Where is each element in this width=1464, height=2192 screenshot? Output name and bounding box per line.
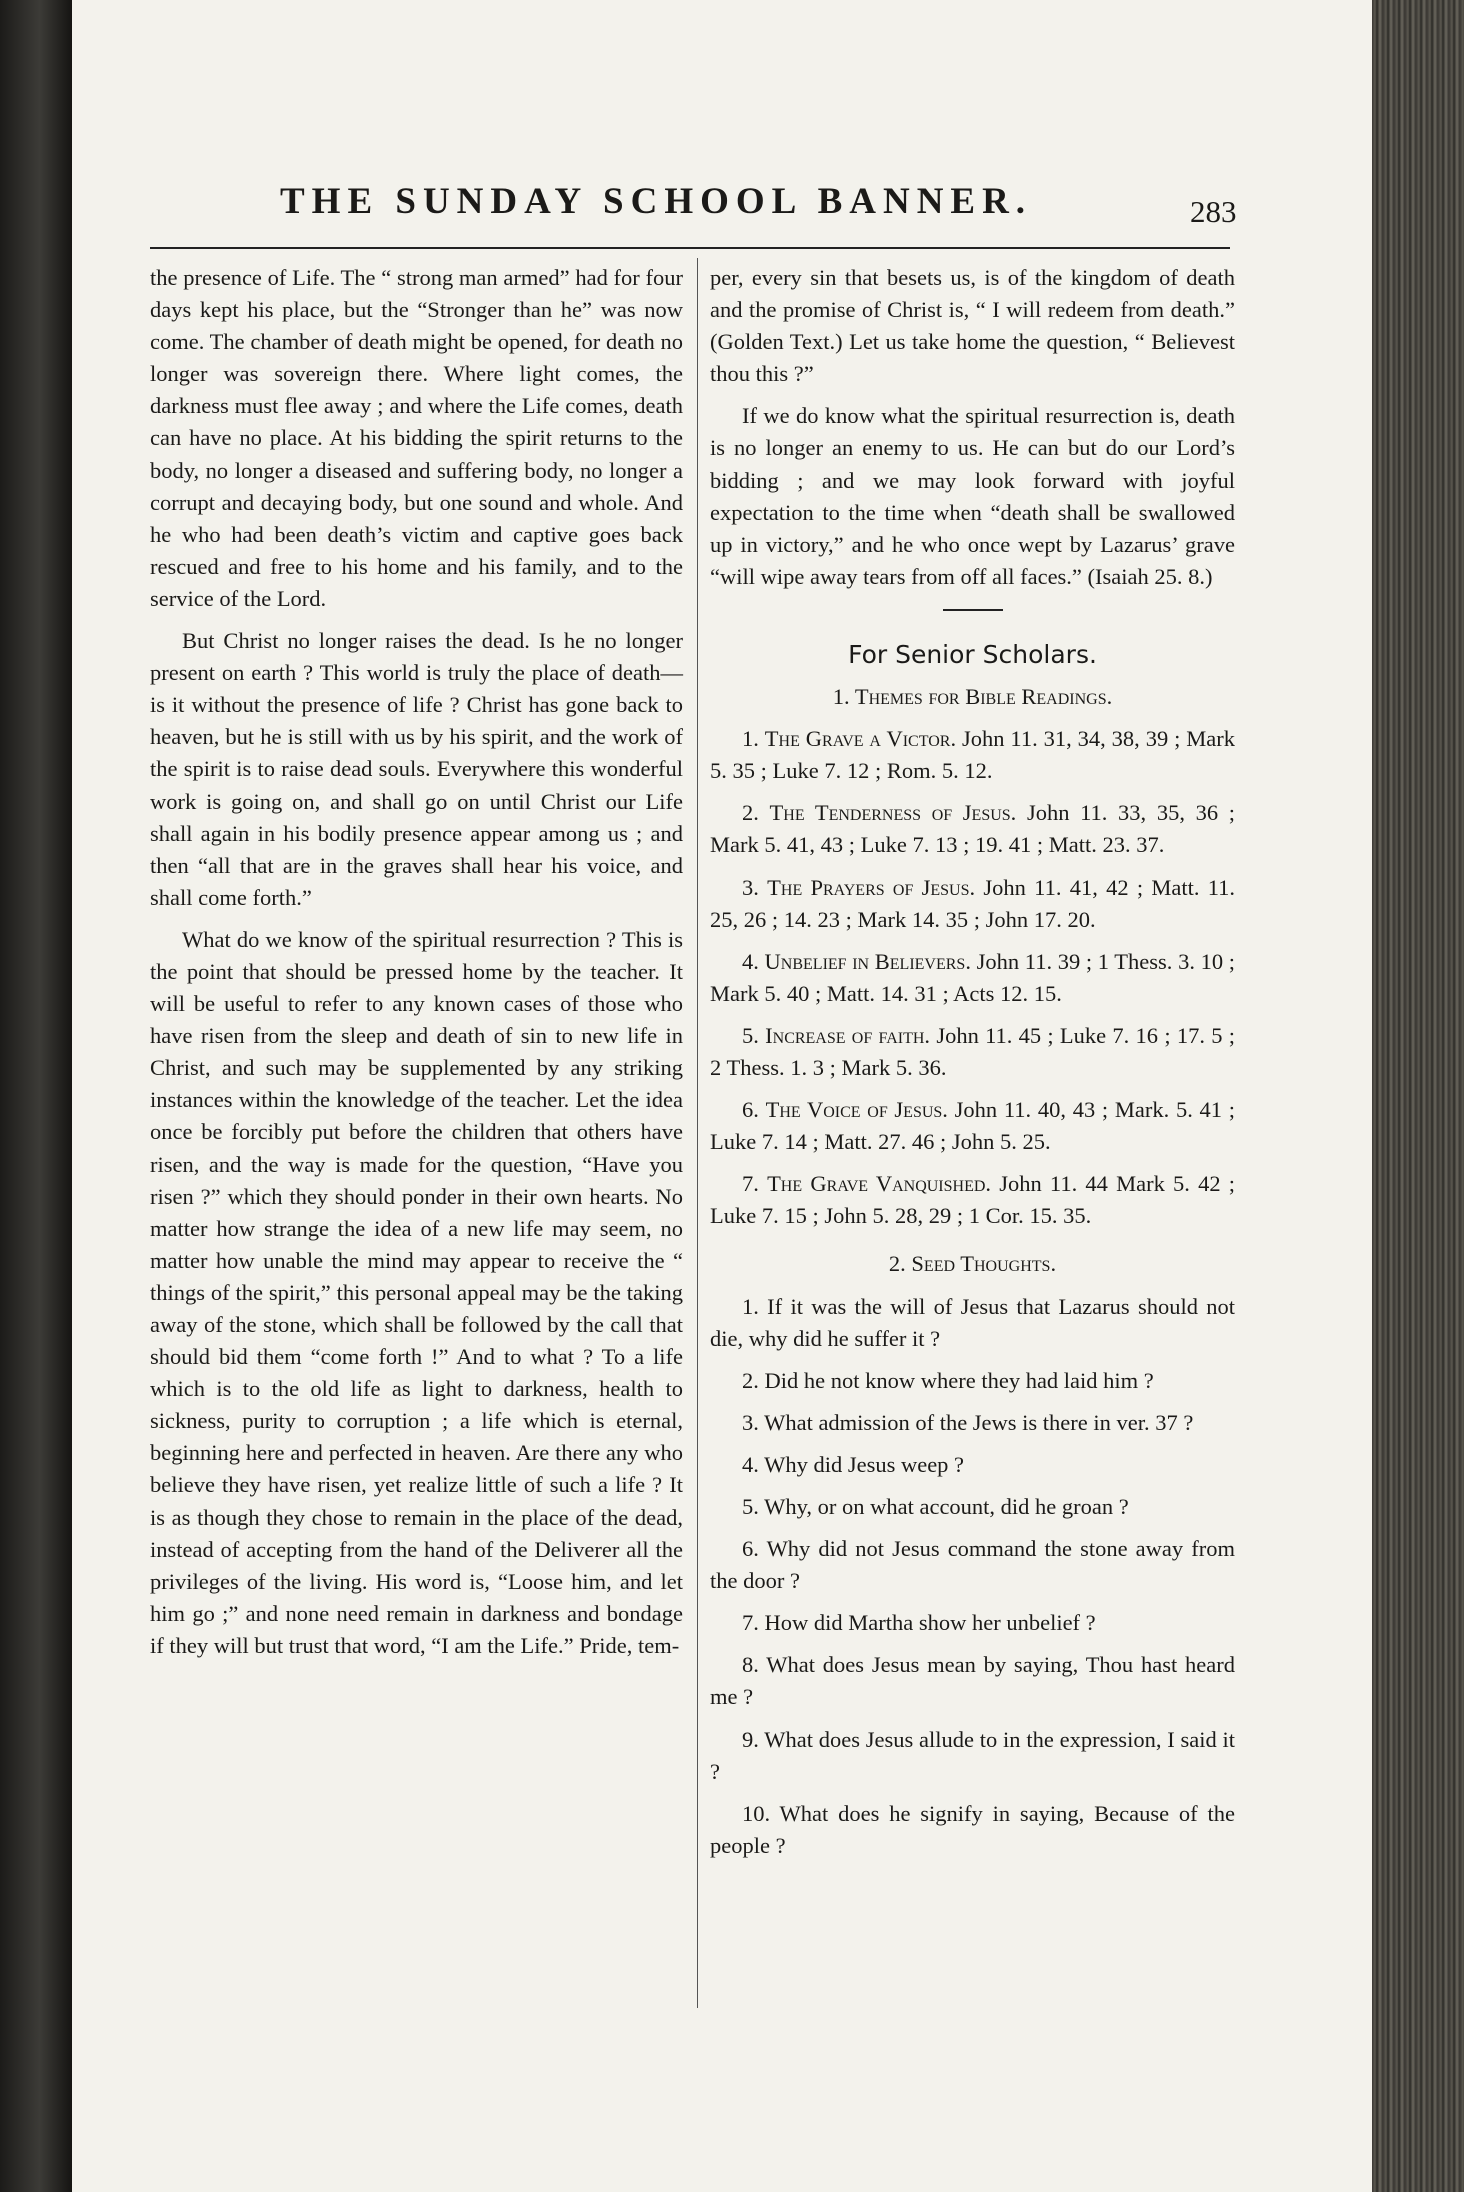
theme-title: The Grave a Victor.	[764, 726, 957, 752]
thought-item: 5. Why, or on what account, did he groan ?	[742, 1494, 1129, 1519]
thought-item: 9. What does Jesus allude to in the expression, I said it ?	[710, 1726, 1235, 1784]
book-edge-right	[1372, 0, 1464, 2192]
theme-title: The Voice of Jesus.	[765, 1097, 948, 1123]
section-title: For Senior Scholars.	[848, 639, 1097, 669]
header-rule	[150, 247, 1230, 249]
theme-item: 5. Increase of faith. John 11. 45 ; Luke 7. 16 ; 17. 5 ; 2 Thess. 1. 3 ; Mark 5. 36.	[710, 1022, 1235, 1080]
paragraph: But Christ no longer raises the dead. Is he no longer present on earth ? This world is truly the place of death—is it without the presence of life ? Christ has gone back to heaven, but he is still with us by his spirit, and the work of the spirit is to raise dead souls. Everywhere this wonderful work is going on, and shall go on until Christ our Life shall again in his bodily presence appear among us ; and then “all that are in the graves shall hear his voice, and shall come forth.”	[150, 628, 683, 910]
thoughts-title: 2. Seed Thoughts.	[888, 1251, 1057, 1277]
theme-title: The Grave Vanquished.	[767, 1171, 992, 1197]
left-column	[150, 262, 683, 1672]
paragraph: If we do know what the spiritual resurrection is, death is no longer an enemy to us. He can but do our Lord’s bidding ; and we may look forward with joyful expectation to the time when “death shall be swallowed up in victory,” and he who once wept by Lazarus’ grave “will wipe away tears from off all faces.” (Isaiah 25. 8.)	[710, 403, 1235, 589]
theme-title: Increase of faith.	[765, 1022, 931, 1048]
thought-item: 4. Why did Jesus weep ?	[742, 1451, 965, 1477]
theme-item: 7. The Grave Vanquished. John 11. 44 Mark 5. 42 ; Luke 7. 15 ; John 5. 28, 29 ; 1 Cor. 15. 35.	[710, 1171, 1235, 1229]
paragraph: What do we know of the spiritual resurrection ? This is the point that should be pressed home by the teacher. It will be useful to refer to any known cases of those who have risen from the sleep and death of sin to new life in Christ, and such may be supplemented by any striking instances within the knowledge of the teacher. Let the idea once be forcibly put before the children that others have risen, and the way is made for the question, “Have you risen ?” which they should ponder in their own hearts. No matter how strange the idea of a new life may seem, no matter how unable the mind may appear to receive the “ things of the spirit,” this personal appeal may be the taking away of the stone, which shall be followed by the call that should bid them “come forth !” And to what ? To a life which is to the old life as light to darkness, health to sickness, purity to corruption ; a life which is eternal, beginning here and perfected in heaven. Are there any who believe they have risen, yet realize little of such a life ? It is as though they chose to remain in the place of the dead, instead of accepting from the hand of the Deliverer all the privileges of the living. His word is, “Loose him, and let him go ;” and none need remain in darkness and bondage if they will but trust that word, “I am the Life.” Pride, tem-	[150, 926, 683, 1658]
book-spine-left	[0, 0, 72, 2192]
thought-item: 8. What does Jesus mean by saying, Thou hast heard me ?	[710, 1652, 1235, 1710]
theme-title: Unbelief in Believers.	[764, 948, 971, 974]
thought-item: 3. What admission of the Jews is there in ver. 37 ?	[742, 1409, 1194, 1435]
theme-refs: John 11. 31, 34, 38, 39 ; Mark 5. 35 ; Luke 7. 12 ; Rom. 5. 12.	[710, 726, 1236, 784]
section-rule	[943, 609, 1003, 611]
page-number: 283	[1190, 194, 1237, 229]
thought-item: 7. How did Martha show her unbelief ?	[742, 1610, 1096, 1636]
right-column	[710, 262, 1235, 1872]
thought-item: 6. Why did not Jesus command the stone away from the door ?	[710, 1536, 1235, 1594]
running-head: THE SUNDAY SCHOOL BANNER.	[280, 181, 1033, 222]
thought-item: 10. What does he signify in saying, Because of the people ?	[710, 1800, 1235, 1858]
theme-item: 2. The Tenderness of Jesus. John 11. 33, 35, 36 ; Mark 5. 41, 43 ; Luke 7. 13 ; 19. 41 ; Matt. 23. 37.	[710, 800, 1236, 858]
theme-refs: John 11. 45 ; Luke 7. 16 ; 17. 5 ; 2 Thess. 1. 3 ; Mark 5. 36.	[710, 1022, 1235, 1080]
column-divider	[697, 258, 698, 2008]
thought-item: 1. If it was the will of Jesus that Lazarus should not die, why did he suffer it ?	[710, 1293, 1235, 1351]
theme-title: The Prayers of Jesus.	[767, 874, 976, 900]
theme-item: 3. The Prayers of Jesus. John 11. 41, 42 ; Matt. 11. 25, 26 ; 14. 23 ; Mark 14. 35 ; John 17. 20.	[710, 874, 1236, 932]
paragraph: per, every sin that besets us, is of the kingdom of death and the promise of Christ is, “ I will redeem from death.” (Golden Text.) Let us take home the question, “ Believest thou this ?”	[710, 265, 1235, 387]
theme-refs: John 11. 44 Mark 5. 42 ; Luke 7. 15 ; John 5. 28, 29 ; 1 Cor. 15. 35.	[710, 1171, 1235, 1229]
theme-refs: John 11. 39 ; 1 Thess. 3. 10 ; Mark 5. 40 ; Matt. 14. 31 ; Acts 12. 15.	[710, 948, 1236, 1006]
theme-item: 6. The Voice of Jesus. John 11. 40, 43 ; Mark. 5. 41 ; Luke 7. 14 ; Matt. 27. 46 ; John 5. 25.	[710, 1097, 1236, 1155]
theme-refs: John 11. 40, 43 ; Mark. 5. 41 ; Luke 7. 14 ; Matt. 27. 46 ; John 5. 25.	[710, 1097, 1236, 1155]
themes-title: 1. Themes for Bible Readings.	[832, 684, 1113, 710]
theme-item: 4. Unbelief in Believers. John 11. 39 ; 1 Thess. 3. 10 ; Mark 5. 40 ; Matt. 14. 31 ; Acts 12. 15.	[710, 948, 1236, 1006]
thought-item: 2. Did he not know where they had laid him ?	[742, 1367, 1154, 1393]
paragraph: the presence of Life. The “ strong man armed” had for four days kept his place, but the “Stronger than he” was now come. The chamber of death might be opened, for death no longer was sovereign there. Where light comes, the darkness must flee away ; and where the Life comes, death can have no place. At his bidding the spirit returns to the body, no longer a diseased and suffering body, no longer a corrupt and decaying body, but one sound and whole. And he who had been death’s victim and captive goes back rescued and free to his home and his family, and to the service of the Lord.	[150, 265, 683, 611]
theme-item: 1. The Grave a Victor. John 11. 31, 34, 38, 39 ; Mark 5. 35 ; Luke 7. 12 ; Rom. 5. 12.	[710, 726, 1236, 784]
theme-refs: John 11. 33, 35, 36 ; Mark 5. 41, 43 ; Luke 7. 13 ; 19. 41 ; Matt. 23. 37.	[710, 800, 1236, 858]
theme-title: The Tenderness of Jesus.	[769, 800, 1017, 826]
theme-refs: John 11. 41, 42 ; Matt. 11. 25, 26 ; 14. 23 ; Mark 14. 35 ; John 17. 20.	[710, 874, 1236, 932]
